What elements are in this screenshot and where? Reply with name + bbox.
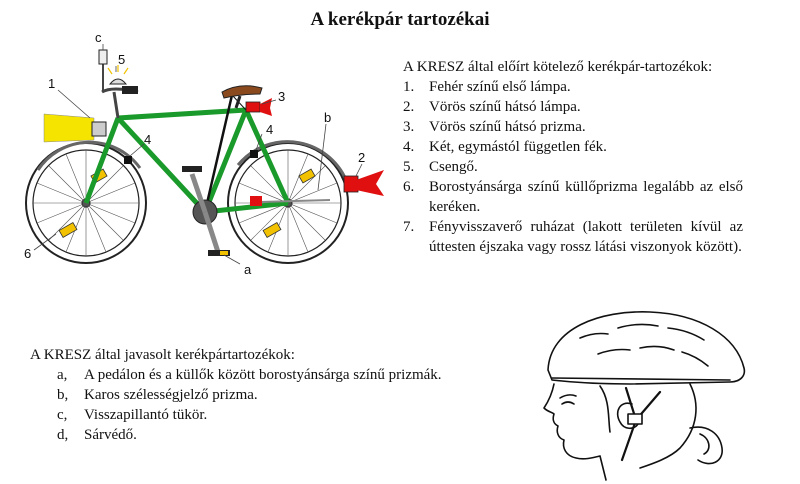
callout-2: 2 xyxy=(358,150,366,165)
item-text: Vörös színű hátsó prizma. xyxy=(429,119,586,135)
callout-a: a xyxy=(244,262,252,277)
item-letter: c, xyxy=(57,407,68,423)
rear-fender xyxy=(238,142,348,185)
face-profile xyxy=(544,384,606,480)
item-letter: a, xyxy=(57,367,68,383)
front-lamp xyxy=(44,114,106,142)
item-text: Karos szélességjelző prizma. xyxy=(84,387,258,403)
callout-3: 3 xyxy=(278,89,286,104)
mirror xyxy=(99,50,107,92)
mandatory-accessories xyxy=(403,57,743,257)
item-letter: b, xyxy=(57,387,69,403)
item-number: 4. xyxy=(403,139,415,155)
list-item xyxy=(57,425,550,445)
item-letter: d, xyxy=(57,427,69,443)
callout-c: c xyxy=(95,30,102,45)
rear-lamp xyxy=(344,170,384,196)
item-text: Két, egymástól független fék. xyxy=(429,139,607,155)
list-item xyxy=(403,137,743,157)
callout-1: 1 xyxy=(48,76,56,91)
helmet-child-illustration xyxy=(540,308,770,482)
bicycle-illustration xyxy=(14,28,394,290)
item-text: Borostyánsárga színű küllőprizma legalább az első keréken. xyxy=(429,179,743,215)
callout-6: 6 xyxy=(24,246,32,261)
item-number: 6. xyxy=(403,179,415,195)
recommended-intro: A KRESZ által javasolt kerékpártartozékok: xyxy=(30,347,295,363)
recommended-accessories xyxy=(30,345,550,445)
item-number: 3. xyxy=(403,119,415,135)
list-item xyxy=(57,405,550,425)
callout-4-rear: 4 xyxy=(266,122,274,137)
item-number: 5. xyxy=(403,159,415,175)
item-number: 1. xyxy=(403,79,415,95)
page-title: A kerékpár tartozékai xyxy=(310,9,490,30)
callout-b: b xyxy=(324,110,332,125)
item-text: Visszapillantó tükör. xyxy=(84,407,208,423)
list-item xyxy=(403,97,743,117)
mandatory-list xyxy=(403,77,743,257)
item-number: 7. xyxy=(403,219,415,235)
mandatory-intro: A KRESZ által előírt kötelező kerékpár-tartozékok: xyxy=(403,59,713,75)
callout-4-front: 4 xyxy=(144,132,152,147)
item-text: Fehér színű első lámpa. xyxy=(429,79,571,95)
helmet-shell xyxy=(548,312,744,384)
callout-5: 5 xyxy=(118,52,126,67)
item-text: Sárvédő. xyxy=(84,427,137,443)
list-item xyxy=(403,77,743,97)
item-text: Fényvisszaverő ruházat (lakott területen kívül az úttesten éjszaka vagy rossz látási viszonyok között). xyxy=(429,219,743,255)
list-item xyxy=(57,385,550,405)
list-item xyxy=(403,177,743,217)
list-item xyxy=(403,117,743,137)
front-brake xyxy=(124,156,132,164)
saddle xyxy=(222,86,262,98)
list-item xyxy=(403,217,743,257)
list-item xyxy=(57,365,550,385)
item-text: Csengő. xyxy=(429,159,478,175)
bell xyxy=(108,65,128,84)
item-text: Vörös színű hátsó lámpa. xyxy=(429,99,581,115)
list-item xyxy=(403,157,743,177)
item-number: 2. xyxy=(403,99,415,115)
recommended-list xyxy=(30,365,550,445)
item-text: A pedálon és a küllők között borostyánsárga színű prizmák. xyxy=(84,367,442,383)
rear-brake xyxy=(250,150,258,158)
